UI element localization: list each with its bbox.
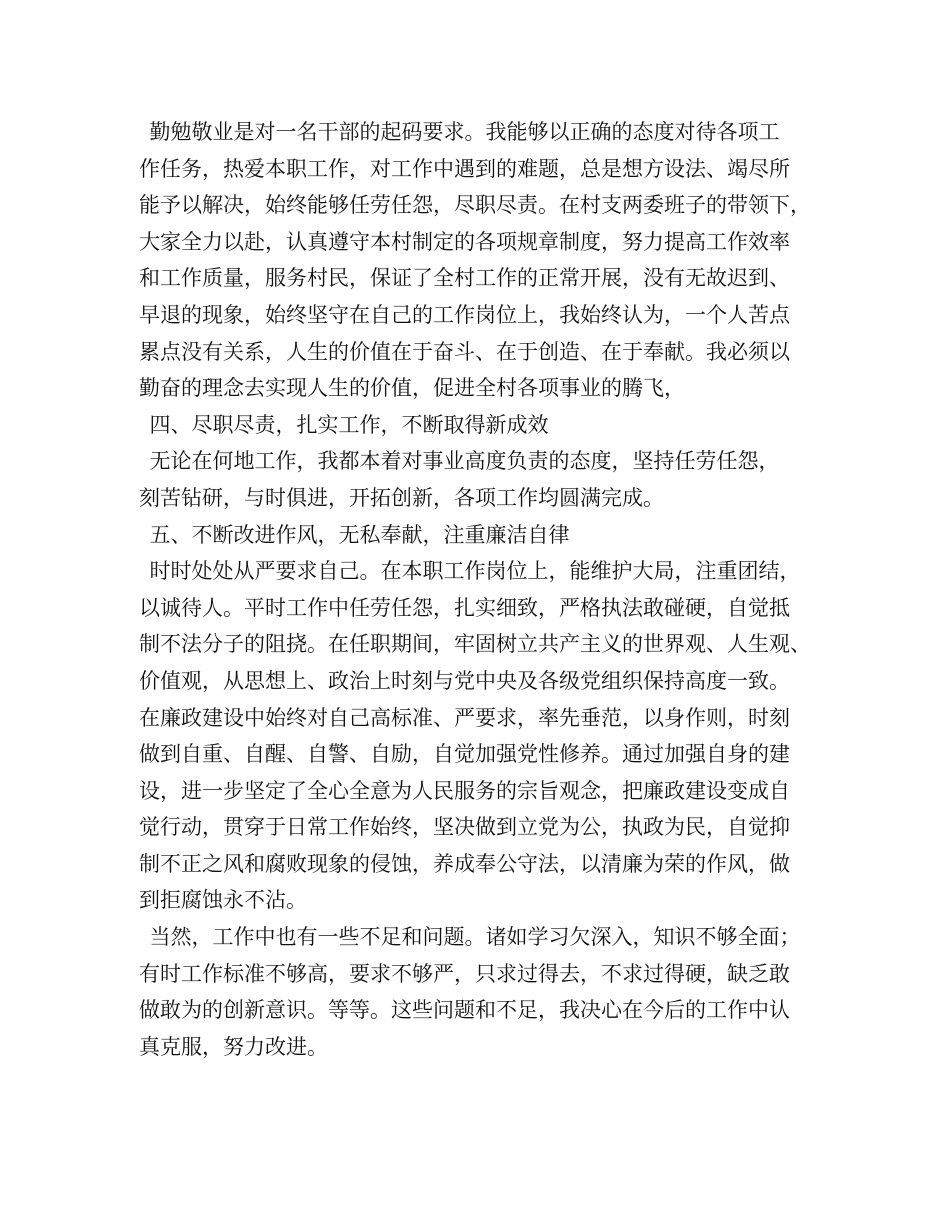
text-line: 当然，工作中也有一些不足和问题。诸如学习欠深入，知识不够全面； [149, 925, 801, 950]
text-line: 价值观，从思想上、政治上时刻与党中央及各级党组织保持高度一致。 [139, 668, 790, 693]
paragraph-responsibility [139, 443, 829, 516]
text-line: 制不正之风和腐败现象的侵蚀，养成奉公守法，以清廉为荣的作风，做 [139, 851, 790, 876]
document-body [139, 114, 829, 1065]
paragraph-integrity [139, 553, 829, 919]
text-line: 制不法分子的阻挠。在任职期间，牢固树立共产主义的世界观、人生观、 [139, 632, 811, 657]
paragraph-diligence [139, 114, 829, 407]
text-line: 时时处处从严要求自己。在本职工作岗位上，能维护大局，注重团结， [149, 559, 801, 584]
paragraph-shortcomings [139, 919, 829, 1065]
text-line: 以诚待人。平时工作中任劳任怨，扎实细致，严格执法敢碰硬，自觉抵 [139, 595, 790, 620]
text-line: 觉行动，贯穿于日常工作始终，坚决做到立党为公，执政为民，自觉抑 [139, 815, 790, 840]
text-line: 勤奋的理念去实现人生的价值，促进全村各项事业的腾飞， [139, 376, 685, 401]
heading-line: 四、尽职尽责，扎实工作，不断取得新成效 [149, 412, 549, 437]
text-line: 早退的现象，始终坚守在自己的工作岗位上，我始终认为，一个人苦点 [139, 302, 790, 327]
text-line: 能予以解决，始终能够任劳任怨，尽职尽责。在村支两委班子的带领下， [139, 193, 811, 218]
text-line: 做到自重、自醒、自警、自励，自觉加强党性修养。通过加强自身的建 [139, 742, 790, 767]
section-heading-four [139, 407, 829, 444]
text-line: 勤勉敬业是对一名干部的起码要求。我能够以正确的态度对待各项工 [149, 120, 780, 144]
text-line: 刻苦钻研，与时俱进，开拓创新，各项工作均圆满完成。 [139, 485, 664, 510]
text-line: 真克服，努力改进。 [139, 1034, 328, 1059]
text-line: 到拒腐蚀永不沾。 [139, 888, 307, 913]
heading-line: 五、不断改进作风，无私奉献，注重廉洁自律 [149, 522, 570, 547]
text-line: 累点没有关系，人生的价值在于奋斗、在于创造、在于奉献。我必须以 [139, 339, 790, 364]
text-line: 和工作质量，服务村民，保证了全村工作的正常开展，没有无故迟到、 [139, 266, 790, 291]
section-heading-five [139, 517, 829, 554]
text-line: 设，进一步坚定了全心全意为人民服务的宗旨观念，把廉政建设变成自 [139, 778, 790, 803]
text-line: 大家全力以赴，认真遵守本村制定的各项规章制度，努力提高工作效率 [139, 229, 790, 254]
text-line: 无论在何地工作，我都本着对事业高度负责的态度，坚持任劳任怨， [149, 449, 780, 474]
text-line: 作任务，热爱本职工作，对工作中遇到的难题，总是想方设法、竭尽所 [139, 156, 790, 181]
text-line: 在廉政建设中始终对自己高标准、严要求，率先垂范，以身作则，时刻 [139, 705, 790, 730]
text-line: 有时工作标准不够高，要求不够严，只求过得去，不求过得硬，缺乏敢 [139, 961, 790, 986]
text-line: 做敢为的创新意识。等等。这些问题和不足，我决心在今后的工作中认 [139, 998, 790, 1023]
